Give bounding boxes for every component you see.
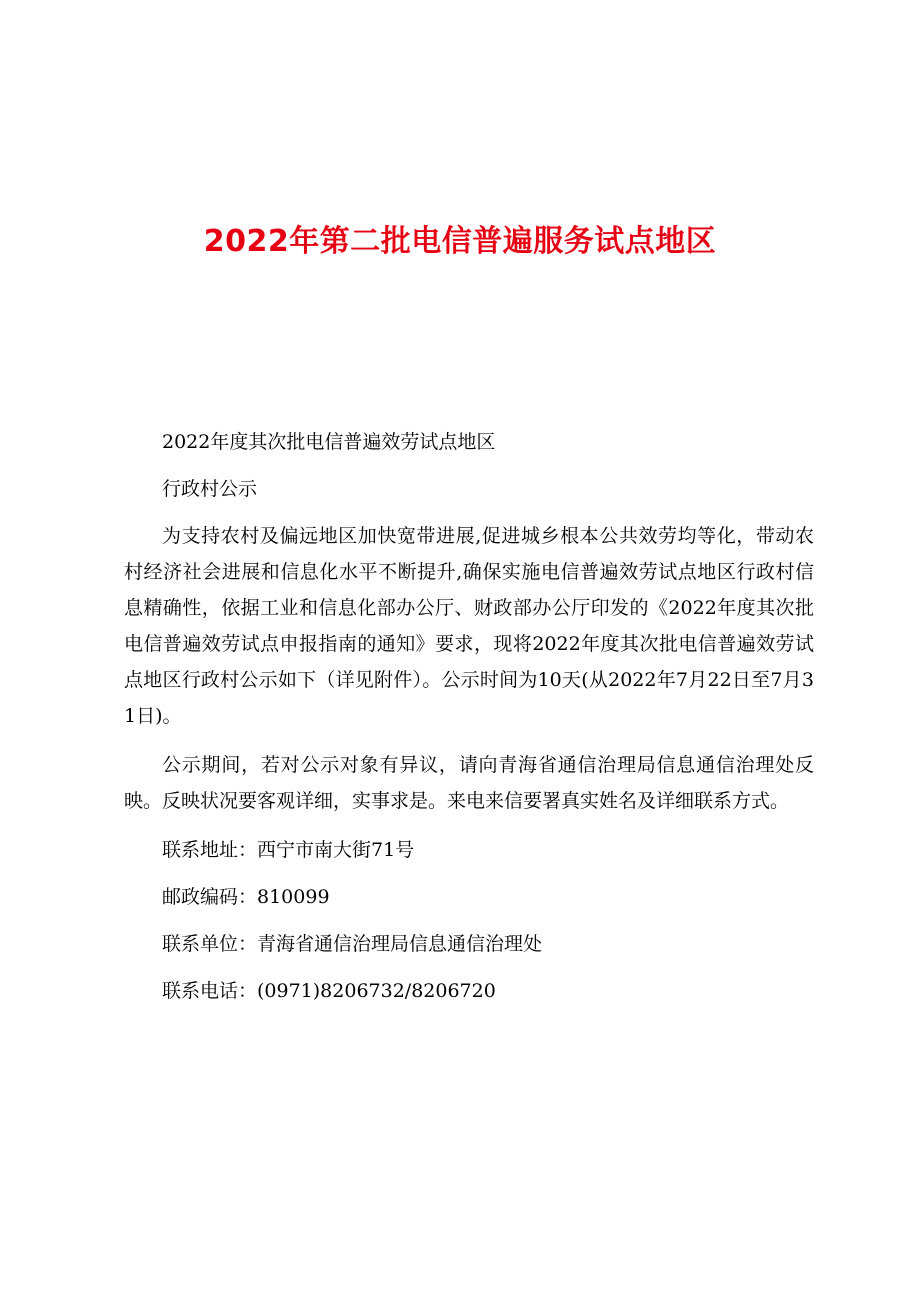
document-subtitle-2: 行政村公示 [162, 478, 258, 500]
contact-unit: 联系单位：青海省通信治理局信息通信治理处 [162, 933, 543, 955]
document-title: 2022年第二批电信普遍服务试点地区 [203, 224, 717, 260]
contact-phone: 联系电话：(0971)8206732/8206720 [162, 980, 496, 1002]
body-paragraph-intro: 为支持农村及偏远地区加快宽带进展,促进城乡根本公共效劳均等化，带动农村经济社会进展和信息化水平不断提升,确保实施电信普遍效劳试点地区行政村信息精确性，依据工业和信息化部办公厅、财政部办公厅印发的《2022年度其次批电信普遍效劳试点申报指南的通知》要求，现将2022年度其次批电信普遍效劳试点地区行政村公示如下（详见附件）。公示时间为10天(从2022年7月22日至7月31日)。 [124, 525, 814, 727]
contact-address: 联系地址：西宁市南大街71号 [162, 839, 415, 861]
body-paragraph-objection: 公示期间，若对公示对象有异议，请向青海省通信治理局信息通信治理处反映。反映状况要客观详细，实事求是。来电来信要署真实姓名及详细联系方式。 [124, 754, 814, 812]
document-subtitle: 2022年度其次批电信普遍效劳试点地区 [162, 431, 496, 453]
contact-postcode: 邮政编码：810099 [162, 886, 330, 908]
document-body [124, 424, 814, 1020]
